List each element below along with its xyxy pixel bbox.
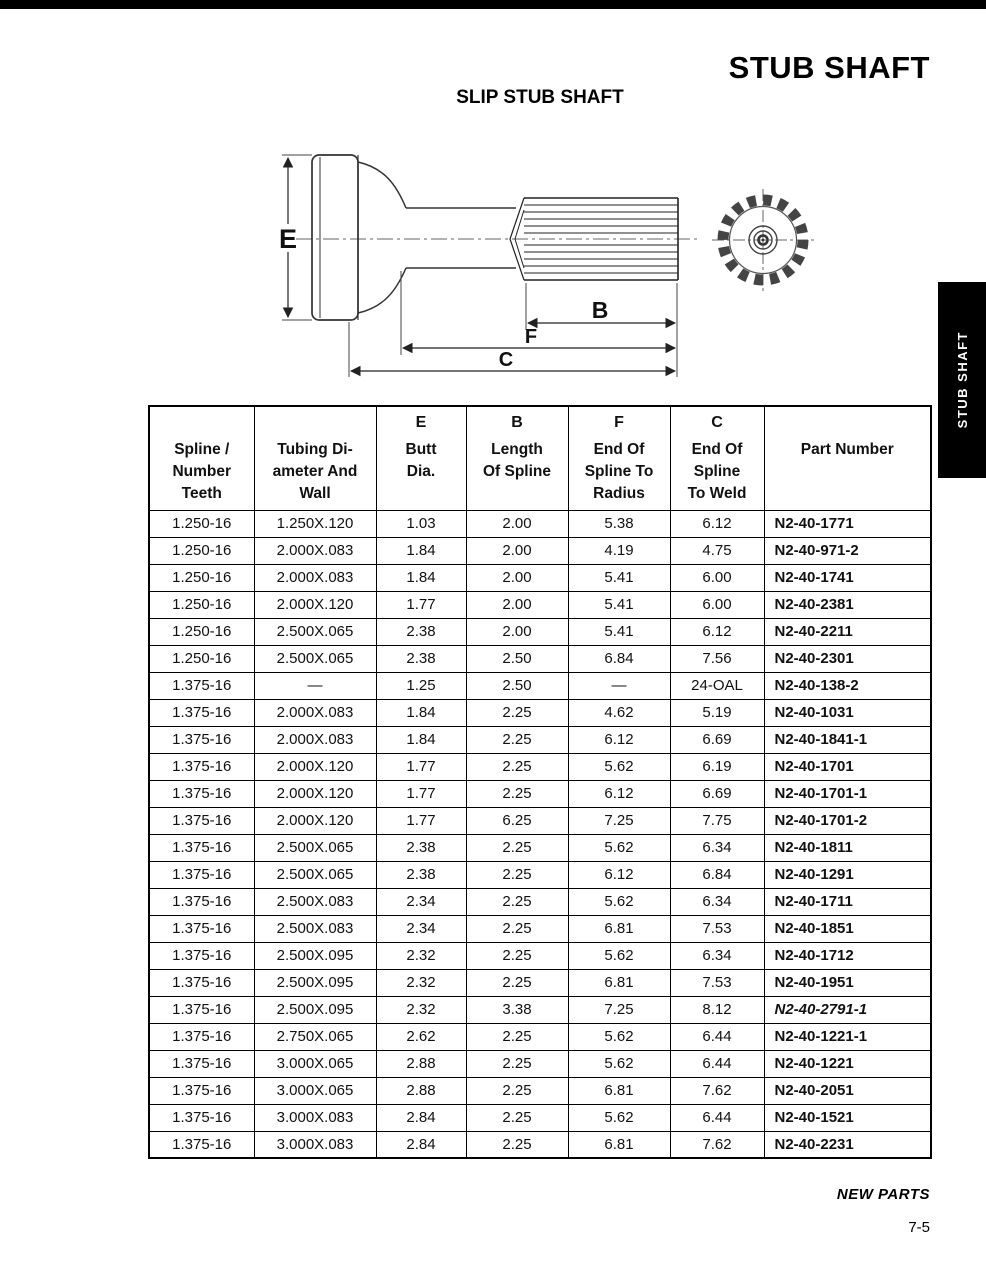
cell-tubing: 2.000X.083 [254,699,376,726]
cell-part-number: N2-40-1701-1 [764,780,931,807]
cell-spline-length: 2.50 [466,645,568,672]
cell-spline-teeth: 1.375-16 [149,1131,254,1158]
table-row [149,699,931,726]
cell-tubing: 3.000X.083 [254,1104,376,1131]
cell-spline-to-weld: 6.34 [670,834,764,861]
cell-spline-teeth: 1.375-16 [149,726,254,753]
table-row [149,645,931,672]
table-row [149,564,931,591]
cell-spline-to-radius: 6.81 [568,1077,670,1104]
side-tab [938,282,986,478]
table-row [149,807,931,834]
cell-butt-dia: 1.25 [376,672,466,699]
shaft-butt-end [312,155,358,320]
col-header-spline-to-radius: F End Of Spline To Radius [568,406,670,510]
cell-part-number: N2-40-1741 [764,564,931,591]
table-row [149,510,931,537]
cell-spline-length: 2.25 [466,861,568,888]
cell-spline-to-radius: 4.19 [568,537,670,564]
cell-spline-to-weld: 6.84 [670,861,764,888]
cell-spline-to-radius: 5.38 [568,510,670,537]
cell-tubing: 3.000X.065 [254,1050,376,1077]
table-row [149,834,931,861]
cell-spline-teeth: 1.375-16 [149,1077,254,1104]
table-row [149,1077,931,1104]
cell-part-number: N2-40-1841-1 [764,726,931,753]
cell-spline-teeth: 1.250-16 [149,591,254,618]
col-header-butt-dia: E Butt Dia. [376,406,466,510]
cell-part-number: N2-40-2051 [764,1077,931,1104]
cell-spline-to-weld: 7.62 [670,1131,764,1158]
cell-spline-to-weld: 6.19 [670,753,764,780]
cell-spline-to-radius: 6.81 [568,969,670,996]
table-row [149,861,931,888]
cell-spline-length: 2.25 [466,888,568,915]
cell-spline-to-weld: 6.69 [670,726,764,753]
stub-shaft-diagram [150,140,850,400]
cell-spline-to-radius: 5.62 [568,1023,670,1050]
table-row [149,915,931,942]
table-row [149,672,931,699]
cell-butt-dia: 1.77 [376,780,466,807]
cell-butt-dia: 2.38 [376,618,466,645]
table-row [149,753,931,780]
cell-spline-to-weld: 7.53 [670,969,764,996]
cell-spline-length: 2.50 [466,672,568,699]
dim-label-c: C [498,349,514,371]
cell-part-number: N2-40-1811 [764,834,931,861]
cell-butt-dia: 2.38 [376,645,466,672]
cell-tubing: 2.500X.095 [254,969,376,996]
cell-tubing: 2.750X.065 [254,1023,376,1050]
cell-spline-to-weld: 6.34 [670,888,764,915]
cell-tubing: 2.000X.120 [254,807,376,834]
dimension-b [526,283,677,377]
cell-tubing: 2.000X.120 [254,591,376,618]
table-body [149,510,931,1158]
table-row [149,591,931,618]
col-letter-b: B [511,414,523,431]
cell-spline-to-radius: 5.62 [568,888,670,915]
cell-spline-to-weld: 7.62 [670,1077,764,1104]
cell-spline-teeth: 1.375-16 [149,942,254,969]
cell-spline-teeth: 1.250-16 [149,510,254,537]
cell-spline-teeth: 1.375-16 [149,807,254,834]
cell-butt-dia: 2.84 [376,1131,466,1158]
table-row [149,780,931,807]
spline-end-view [712,189,814,291]
table-row [149,1023,931,1050]
col-header-part-number: Part Number [764,406,931,510]
col-letter [255,414,376,439]
cell-spline-length: 2.25 [466,1050,568,1077]
col-letter-f: F [614,414,624,431]
col-header-spline: Spline / Number Teeth [149,406,254,510]
cell-part-number: N2-40-2381 [764,591,931,618]
table-row [149,942,931,969]
cell-spline-to-radius: 6.12 [568,780,670,807]
cell-spline-teeth: 1.250-16 [149,618,254,645]
cell-tubing: 2.000X.083 [254,726,376,753]
col-letter-e: E [415,414,427,431]
cell-part-number: N2-40-2791-1 [764,996,931,1023]
cell-spline-length: 2.25 [466,1077,568,1104]
cell-spline-to-radius: 5.62 [568,753,670,780]
cell-tubing: 2.500X.083 [254,915,376,942]
cell-spline-length: 2.25 [466,969,568,996]
cell-spline-to-radius: 5.41 [568,618,670,645]
col-header-tubing: Tubing Di- ameter And Wall [254,406,376,510]
cell-part-number: N2-40-1711 [764,888,931,915]
cell-spline-length: 3.38 [466,996,568,1023]
cell-spline-length: 2.25 [466,726,568,753]
cell-spline-length: 2.00 [466,537,568,564]
top-rule-bar [0,0,986,9]
cell-spline-to-weld: 6.69 [670,780,764,807]
table-row [149,618,931,645]
cell-spline-length: 2.25 [466,942,568,969]
cell-spline-to-weld: 4.75 [670,537,764,564]
cell-spline-teeth: 1.375-16 [149,1023,254,1050]
cell-part-number: N2-40-2301 [764,645,931,672]
cell-butt-dia: 2.32 [376,969,466,996]
cell-butt-dia: 1.77 [376,807,466,834]
cell-spline-teeth: 1.250-16 [149,564,254,591]
cell-butt-dia: 1.77 [376,753,466,780]
cell-spline-teeth: 1.375-16 [149,915,254,942]
cell-tubing: 2.500X.083 [254,888,376,915]
cell-spline-teeth: 1.250-16 [149,537,254,564]
cell-tubing: — [254,672,376,699]
dim-label-b: B [591,297,609,323]
cell-tubing: 3.000X.065 [254,1077,376,1104]
cell-tubing: 1.250X.120 [254,510,376,537]
cell-tubing: 2.500X.065 [254,861,376,888]
cell-spline-to-weld: 6.00 [670,591,764,618]
cell-spline-teeth: 1.375-16 [149,672,254,699]
table-row [149,1131,931,1158]
cell-spline-length: 2.25 [466,834,568,861]
cell-spline-to-weld: 6.44 [670,1050,764,1077]
side-tab-label: STUB SHAFT [954,331,970,429]
cell-spline-teeth: 1.375-16 [149,888,254,915]
cell-spline-to-weld: 6.12 [670,618,764,645]
cell-spline-to-radius: 7.25 [568,807,670,834]
cell-spline-to-radius: 5.41 [568,591,670,618]
cell-tubing: 2.000X.120 [254,753,376,780]
cell-spline-teeth: 1.375-16 [149,996,254,1023]
table-row [149,537,931,564]
cell-spline-teeth: 1.375-16 [149,699,254,726]
cell-spline-length: 2.25 [466,780,568,807]
page-title: STUB SHAFT [728,50,930,85]
cell-butt-dia: 2.88 [376,1050,466,1077]
cell-spline-teeth: 1.375-16 [149,861,254,888]
cell-tubing: 2.000X.120 [254,780,376,807]
cell-spline-to-radius: 6.81 [568,915,670,942]
cell-tubing: 2.500X.095 [254,996,376,1023]
cell-spline-teeth: 1.375-16 [149,1050,254,1077]
dimension-e [279,155,312,320]
table-row [149,969,931,996]
cell-spline-length: 2.25 [466,1104,568,1131]
cell-spline-teeth: 1.250-16 [149,645,254,672]
cell-butt-dia: 2.32 [376,996,466,1023]
cell-tubing: 2.000X.083 [254,564,376,591]
col-letter [765,414,931,439]
cell-spline-to-radius: 6.81 [568,1131,670,1158]
cell-spline-teeth: 1.375-16 [149,753,254,780]
cell-spline-to-weld: 6.44 [670,1104,764,1131]
cell-spline-to-radius: 5.62 [568,834,670,861]
cell-butt-dia: 2.38 [376,861,466,888]
cell-spline-to-radius: 6.12 [568,861,670,888]
table-row [149,726,931,753]
cell-spline-to-weld: 6.44 [670,1023,764,1050]
cell-tubing: 2.500X.065 [254,834,376,861]
cell-butt-dia: 2.38 [376,834,466,861]
cell-spline-length: 2.25 [466,915,568,942]
cell-part-number: N2-40-1701-2 [764,807,931,834]
table-row [149,1050,931,1077]
dimension-f [401,271,675,355]
cell-spline-length: 2.00 [466,510,568,537]
shaft-taper [358,162,516,313]
cell-spline-length: 2.25 [466,1023,568,1050]
cell-part-number: N2-40-1221 [764,1050,931,1077]
cell-part-number: N2-40-2231 [764,1131,931,1158]
cell-butt-dia: 1.77 [376,591,466,618]
cell-butt-dia: 1.84 [376,564,466,591]
cell-butt-dia: 2.84 [376,1104,466,1131]
section-subtitle: SLIP STUB SHAFT [456,87,624,108]
cell-spline-to-weld: 5.19 [670,699,764,726]
cell-spline-to-radius: 5.62 [568,1104,670,1131]
cell-spline-to-weld: 24-OAL [670,672,764,699]
cell-spline-to-weld: 7.56 [670,645,764,672]
cell-spline-length: 2.00 [466,618,568,645]
dim-label-f: F [524,326,538,348]
table-row [149,888,931,915]
cell-spline-to-weld: 8.12 [670,996,764,1023]
cell-butt-dia: 1.03 [376,510,466,537]
cell-part-number: N2-40-1291 [764,861,931,888]
cell-part-number: N2-40-1712 [764,942,931,969]
table-row [149,996,931,1023]
cell-part-number: N2-40-2211 [764,618,931,645]
cell-spline-to-weld: 7.75 [670,807,764,834]
cell-butt-dia: 2.62 [376,1023,466,1050]
cell-tubing: 2.500X.095 [254,942,376,969]
table-row [149,1104,931,1131]
cell-butt-dia: 1.84 [376,726,466,753]
cell-spline-to-radius: 6.12 [568,726,670,753]
cell-spline-to-weld: 6.12 [670,510,764,537]
cell-butt-dia: 1.84 [376,699,466,726]
cell-spline-to-radius: 5.62 [568,942,670,969]
cell-spline-teeth: 1.375-16 [149,1104,254,1131]
cell-spline-length: 6.25 [466,807,568,834]
table-header [149,406,931,510]
cell-part-number: N2-40-971-2 [764,537,931,564]
cell-spline-to-weld: 6.00 [670,564,764,591]
cell-tubing: 3.000X.083 [254,1131,376,1158]
cell-spline-to-radius: 5.41 [568,564,670,591]
cell-spline-to-weld: 6.34 [670,942,764,969]
cell-spline-to-radius: 7.25 [568,996,670,1023]
col-header-spline-to-weld: C End Of Spline To Weld [670,406,764,510]
col-letter [150,414,254,439]
cell-part-number: N2-40-1771 [764,510,931,537]
cell-part-number: N2-40-1031 [764,699,931,726]
cell-part-number: N2-40-1851 [764,915,931,942]
cell-spline-length: 2.25 [466,1131,568,1158]
cell-spline-length: 2.25 [466,753,568,780]
dim-label-e: E [278,224,298,254]
col-header-spline-length: B Length Of Spline [466,406,568,510]
cell-part-number: N2-40-1951 [764,969,931,996]
parts-table [148,405,932,1159]
cell-part-number: N2-40-1521 [764,1104,931,1131]
col-letter-c: C [711,414,723,431]
cell-spline-teeth: 1.375-16 [149,834,254,861]
cell-spline-to-radius: 5.62 [568,1050,670,1077]
cell-spline-to-radius: 4.62 [568,699,670,726]
cell-spline-length: 2.25 [466,699,568,726]
cell-butt-dia: 1.84 [376,537,466,564]
cell-spline-to-radius: — [568,672,670,699]
cell-spline-teeth: 1.375-16 [149,780,254,807]
cell-butt-dia: 2.88 [376,1077,466,1104]
page-number: 7-5 [908,1219,930,1236]
cell-part-number: N2-40-1701 [764,753,931,780]
cell-part-number: N2-40-1221-1 [764,1023,931,1050]
cell-spline-length: 2.00 [466,591,568,618]
cell-tubing: 2.000X.083 [254,537,376,564]
cell-spline-to-radius: 6.84 [568,645,670,672]
cell-butt-dia: 2.34 [376,888,466,915]
new-parts-note: NEW PARTS [836,1186,930,1203]
cell-tubing: 2.500X.065 [254,618,376,645]
cell-tubing: 2.500X.065 [254,645,376,672]
cell-butt-dia: 2.34 [376,915,466,942]
cell-butt-dia: 2.32 [376,942,466,969]
cell-part-number: N2-40-138-2 [764,672,931,699]
cell-spline-to-weld: 7.53 [670,915,764,942]
cell-spline-length: 2.00 [466,564,568,591]
cell-spline-teeth: 1.375-16 [149,969,254,996]
dimension-c [349,322,675,377]
